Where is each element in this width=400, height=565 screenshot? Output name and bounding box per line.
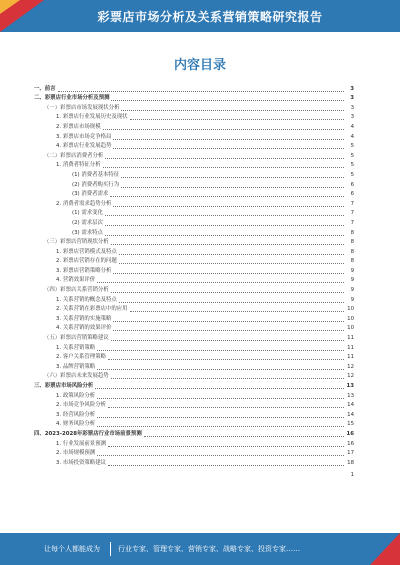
toc-entry[interactable] (34, 410, 354, 420)
toc-leader-dots (58, 91, 344, 92)
toc-entry-page: 5 (350, 171, 354, 178)
toc-entry[interactable] (34, 84, 354, 94)
toc-entry[interactable] (34, 266, 354, 276)
toc-entry-page: 4 (350, 123, 354, 130)
toc-entry-page: 14 (347, 402, 354, 409)
toc-entry-text: (3) 需求特点 (72, 229, 103, 236)
toc-entry-text: 四、2023-2028年彩票店行业市场前景预测 (34, 430, 142, 437)
toc-entry-text: 2. 客户关系管理策略 (56, 354, 106, 361)
toc-entry-text: (2) 需求层次 (72, 219, 103, 226)
toc-entry-text: 2. 关系营销在彩票店中的应用 (56, 306, 128, 313)
toc-entry-page: 8 (350, 239, 354, 246)
toc-leader-dots (111, 340, 344, 341)
toc-entry-page: 13 (347, 392, 354, 399)
toc-entry-text: 3. 彩票店市场竞争格局 (56, 133, 112, 140)
footer-red-corner (370, 533, 400, 565)
toc-entry-text: 二、彩票店行业市场分析及预测 (34, 95, 110, 102)
toc-entry-text: 1. 关系营销策略 (56, 344, 96, 351)
toc-entry-text: (1) 消费者基本特征 (72, 171, 120, 178)
toc-entry[interactable] (34, 238, 354, 248)
toc-entry[interactable] (34, 218, 354, 228)
toc-leader-dots (103, 129, 344, 130)
toc-leader-dots (105, 158, 344, 159)
toc-entry-page: 8 (350, 248, 354, 255)
toc-leader-dots (108, 446, 344, 447)
toc-entry-page: 14 (347, 411, 354, 418)
toc-leader-dots (97, 455, 344, 456)
toc-leader-dots (119, 302, 344, 303)
toc-leader-dots (113, 206, 344, 207)
toc-entry[interactable] (34, 295, 354, 305)
toc-entry-page: 3 (350, 95, 354, 102)
toc-entry[interactable] (34, 353, 354, 363)
toc-entry-text: (3) 消费者需求 (72, 191, 109, 198)
toc-entry-page: 5 (350, 143, 354, 150)
toc-entry[interactable] (34, 420, 354, 430)
toc-list (34, 84, 354, 478)
toc-entry[interactable] (34, 458, 354, 468)
toc-entry[interactable] (34, 381, 354, 391)
toc-entry-page: 12 (347, 373, 354, 380)
toc-leader-dots (108, 359, 344, 360)
toc-entry-page: 9 (350, 296, 354, 303)
footer-divider (110, 542, 111, 556)
toc-entry-text: 4. 彩票店行业发展趋势 (56, 143, 112, 150)
toc-leader-dots (113, 330, 344, 331)
toc-entry-page: 3 (350, 85, 354, 92)
toc-entry[interactable] (34, 228, 354, 238)
toc-entry-text: 2. 市场竞争风险分析 (56, 402, 106, 409)
toc-leader-dots (121, 187, 344, 188)
toc-leader-dots (121, 110, 344, 111)
toc-entry[interactable] (34, 199, 354, 209)
toc-leader-dots (144, 436, 344, 437)
toc-entry-text: （二）彩票店消费者分析 (44, 152, 104, 159)
toc-entry-page: 6 (350, 191, 354, 198)
toc-leader-dots (105, 225, 344, 226)
toc-entry[interactable] (34, 113, 354, 123)
footer-slogan-right: 行业专家、管理专家、营销专家、战略专家、投资专家…… (118, 545, 300, 553)
toc-heading: 内容目录 (173, 58, 226, 73)
toc-leader-dots (130, 119, 344, 120)
toc-entry-text: (1) 需求变化 (72, 210, 103, 217)
toc-entry-page: 11 (347, 344, 354, 351)
toc-entry-text: （三）彩票店营销现状分析 (44, 239, 109, 246)
toc-entry[interactable] (34, 190, 354, 200)
toc-leader-dots (113, 139, 344, 140)
toc-entry-page: 7 (350, 200, 354, 207)
page-footer (0, 533, 400, 565)
toc-entry-text: 3. 市场投资策略建议 (56, 459, 106, 466)
toc-entry[interactable] (34, 324, 354, 334)
toc-entry[interactable] (34, 142, 354, 152)
toc-entry-page: 8 (350, 258, 354, 265)
report-title: 彩票店市场分析及关系营销策略研究报告 (97, 10, 323, 24)
toc-entry-text: 一、前言 (34, 85, 56, 92)
toc-entry[interactable] (34, 209, 354, 219)
toc-entry-page: 16 (347, 440, 354, 447)
toc-entry[interactable] (34, 180, 354, 190)
toc-leader-dots (110, 196, 344, 197)
toc-entry-page: 6 (350, 181, 354, 188)
toc-leader-dots (97, 398, 344, 399)
toc-entry-page: 17 (347, 450, 354, 457)
toc-entry-text: 3. 关系营销的实施策略 (56, 315, 112, 322)
toc-leader-dots (119, 254, 344, 255)
toc-leader-dots (97, 369, 344, 370)
toc-leader-dots (97, 426, 344, 427)
toc-entry-page: 5 (350, 162, 354, 169)
toc-entry-page: 15 (347, 421, 354, 428)
toc-entry-text: 2. 彩票店营销存在的问题 (56, 258, 117, 265)
toc-entry-page: 4 (350, 133, 354, 140)
toc-entry-text: 1. 消费者特征分析 (56, 162, 101, 169)
toc-entry-text: 1. 行业发展前景预测 (56, 440, 106, 447)
toc-leader-dots (103, 167, 344, 168)
toc-entry[interactable] (34, 103, 354, 113)
toc-leader-dots (97, 282, 344, 283)
toc-leader-dots (97, 417, 344, 418)
toc-entry-page: 8 (350, 229, 354, 236)
toc-entry-page: 7 (350, 219, 354, 226)
toc-entry[interactable] (34, 170, 354, 180)
toc-entry[interactable] (34, 391, 354, 401)
toc-entry-page: 5 (350, 152, 354, 159)
toc-leader-dots (119, 263, 344, 264)
toc-entry-text: (2) 消费者购买行为 (72, 181, 120, 188)
toc-entry[interactable] (34, 247, 354, 257)
toc-entry-page: 10 (347, 325, 354, 332)
toc-leader-dots (113, 273, 344, 274)
toc-entry-text: （四）彩票店关系营销分析 (44, 287, 109, 294)
toc-entry-text: 1. 彩票店行业发展历史及现状 (56, 114, 128, 121)
toc-entry[interactable] (34, 449, 354, 459)
toc-entry-page: 11 (347, 354, 354, 361)
toc-entry[interactable] (34, 439, 354, 449)
toc-entry[interactable] (34, 276, 354, 286)
toc-leader-dots (111, 292, 344, 293)
toc-entry-text: 2. 彩票店市场规模 (56, 123, 101, 130)
toc-entry-page: 9 (350, 277, 354, 284)
toc-entry[interactable] (34, 362, 354, 372)
toc-entry-page: 9 (350, 287, 354, 294)
toc-entry-text: 1. 政策风险分析 (56, 392, 96, 399)
toc-entry-text: 2. 市场规模预测 (56, 450, 96, 457)
toc-entry[interactable] (34, 122, 354, 132)
toc-entry-text: （五）彩票店营销策略建议 (44, 335, 109, 342)
toc-entry-page: 12 (347, 363, 354, 370)
toc-leader-dots (111, 100, 344, 101)
toc-entry[interactable] (34, 257, 354, 267)
toc-leader-dots (111, 244, 344, 245)
toc-leader-dots (130, 311, 344, 312)
toc-entry-page: 11 (347, 335, 354, 342)
toc-entry[interactable] (34, 285, 354, 295)
toc-entry[interactable] (34, 343, 354, 353)
toc-entry[interactable] (34, 132, 354, 142)
toc-entry-text: 4. 关系营销的效果评价 (56, 325, 112, 332)
toc-entry[interactable] (34, 429, 354, 439)
toc-entry-text: （六）彩票店未来发展趋势 (44, 373, 109, 380)
toc-entry-text: 3. 经营风险分析 (56, 411, 96, 418)
toc-entry-page: 3 (350, 104, 354, 111)
toc-entry[interactable] (34, 305, 354, 315)
toc-leader-dots (105, 215, 344, 216)
header-yellow-corner (0, 0, 20, 14)
toc-entry-text: 1. 彩票店营销模式及特点 (56, 248, 117, 255)
toc-leader-dots (111, 378, 344, 379)
toc-entry-text: 1. 关系营销的概念及特点 (56, 296, 117, 303)
toc-entry-page: 10 (347, 306, 354, 313)
toc-entry[interactable] (34, 151, 354, 161)
toc-entry-text: 3. 彩票店营销策略分析 (56, 267, 112, 274)
toc-entry-page: 10 (347, 315, 354, 322)
toc-entry-text: 2. 消费者需求趋势分析 (56, 200, 112, 207)
toc-entry-page: 7 (350, 210, 354, 217)
toc-leader-dots (113, 321, 344, 322)
toc-entry-text: （一）彩票店市场发展现状分析 (44, 104, 120, 111)
toc-entry-text: 3. 品牌营销策略 (56, 363, 96, 370)
toc-leader-dots (108, 465, 344, 466)
toc-entry-page: 13 (346, 383, 354, 389)
toc-leader-dots (121, 177, 344, 178)
page-number: 1 (350, 471, 354, 478)
toc-entry[interactable] (34, 314, 354, 324)
toc-entry[interactable] (34, 401, 354, 411)
toc-entry-page: 16 (346, 430, 354, 437)
toc-entry-page: 18 (347, 459, 354, 466)
toc-leader-dots (105, 235, 344, 236)
toc-entry-text: 三、彩票店市场风险分析 (34, 383, 94, 389)
footer-slogan-left: 让每个人都能成为 (44, 545, 100, 553)
toc-entry-text: 4. 营销效果评价 (56, 277, 96, 284)
toc-entry[interactable] (34, 161, 354, 171)
toc-entry-text: 4. 财务风险分析 (56, 421, 96, 428)
toc-leader-dots (97, 350, 344, 351)
toc-leader-dots (95, 388, 344, 389)
toc-entry[interactable] (34, 372, 354, 382)
page-header (0, 0, 400, 32)
toc-entry[interactable] (34, 333, 354, 343)
toc-leader-dots (113, 148, 344, 149)
toc-entry[interactable] (34, 94, 354, 104)
toc-entry-page: 3 (350, 114, 354, 121)
toc-entry-page: 9 (350, 267, 354, 274)
toc-leader-dots (108, 407, 344, 408)
